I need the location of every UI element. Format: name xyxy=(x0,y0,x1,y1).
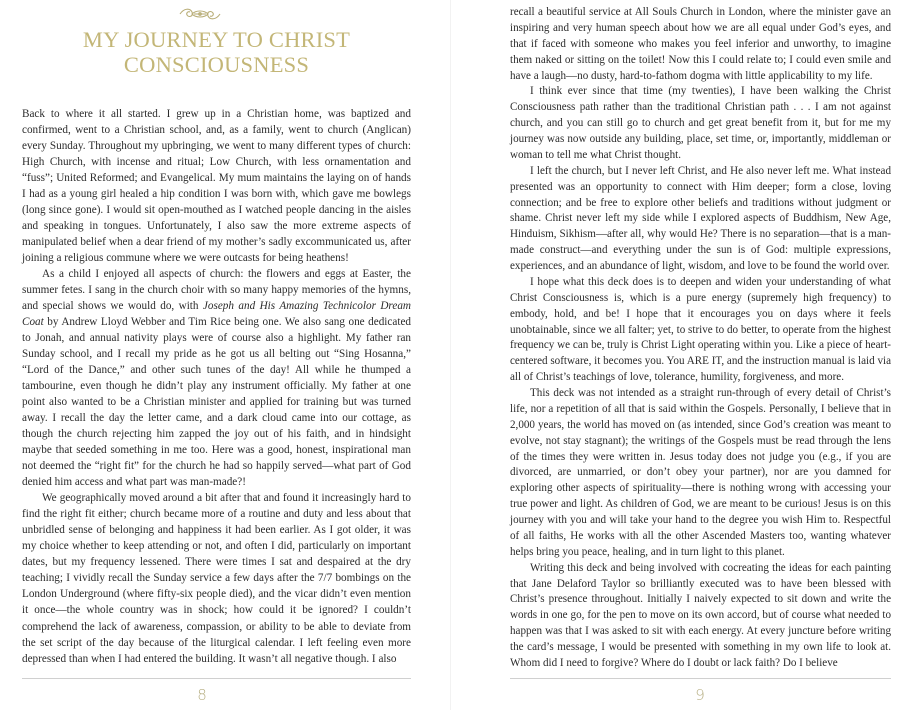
flourish-ornament-icon xyxy=(176,5,224,23)
paragraph xyxy=(22,266,411,490)
page-number: 9 xyxy=(695,686,705,704)
paragraph: I left the church, but I never left Christ, and He also never left me. What instead presented was an opportunity to connect with Him deeper; form a close, loving connection; and be free to explore other beliefs and traditions without judgment or shame. Christ never left my side while I explored aspects of Buddhism, New Age, Hinduism, Sikhism—after all, why would He? There is no separation—that is a man-made construct—and everything under the sun is of God: multiple expressions, experiences, and an abundance of light, wisdom, and love to be found the world over. xyxy=(510,164,891,272)
footer-rule xyxy=(510,678,891,679)
show-title-italic: Joseph and His Amazing Technicolor Dream Coat xyxy=(22,300,411,329)
right-body-text xyxy=(510,5,891,672)
paragraph-text: by Andrew Lloyd Webber and Tim Rice being one. We also sang one dedicated to Jonah, and annual nativity plays were of course also a highlight. My father ran Sunday school, and I recall my pride as he got us all belting out “Sing Hosanna,” “Lord of the Dance,” and other such tunes of the day! All while he thumped a tambourine, even though he didn’t play any instrument officially. My father at one point also wanted to be a Christian minister and applied for training but was turned away. I recall the day the letter came, and a dark cloud came into our cottage, as though the church rejecting him zapped the joy out of his faith, and in hindsight maybe that seeded something in me too. Here was a good, honest, inspirational man not deemed the “right fit” for the church he had so happily served—what part of God denied him access and what part was man-made?! xyxy=(22,316,411,489)
right-page xyxy=(451,0,902,710)
page-number: 8 xyxy=(197,686,207,704)
paragraph: Back to where it all started. I grew up in a Christian home, was baptized and confirmed, went to a Christian school, and, as a family, went to church (Anglican) every Sunday. Throughout my upbringing, we went to many different types of church: High Church, with incense and ritual; Low Church, with less ornamentation and “fuss”; United Reformed; and Evangelical. My mum maintains the laying on of hands I had as a young girl healed a hip condition I was born with, which gave me bowlegs (long since gone). I would sit open-mouthed as I watched people dancing in the aisles and speaking in tongues. Unfortunately, I also saw the more extreme aspects of manipulated belief when a dear friend of my mother’s sadly excommunicated us, after joining a religious commune where we were outcasts for being heathens! xyxy=(22,108,411,265)
paragraph: I think ever since that time (my twenties), I have been walking the Christ Consciousness path rather than the traditional Christian path . . . I am not against church, and you can still go to church and get great benefit from it, but for me my journey was now outside any building, place, set time, or, importantly, middleman or woman to tell me what Christ thought. xyxy=(510,85,891,161)
paragraph-text: As a child I enjoyed all aspects of church: the flowers and eggs at Easter, the summer fetes. I sang in the church choir with so many happy memories of the hymns, and special shows we would do, with xyxy=(22,268,411,313)
paragraph: Writing this deck and being involved with cocreating the ideas for each painting that Jane Delaford Taylor so brilliantly executed was to have been blessed with Christ’s presence throughout. Initially I naively expected to sit down and write the words in one go, for the pen to move on its own accord, but of course what needed to happen was that I was asked to sit with each energy. At every juncture before writing the card’s message, I would be presented with something in my own life to look at. Whom did I need to forgive? Where do I doubt or lack faith? Do I believe xyxy=(510,561,891,669)
paragraph: This deck was not intended as a straight run-through of every detail of Christ’s life, nor a repetition of all that is said within the Gospels. Personally, I believe that in 2,000 years, the world has moved on (as intended, since God’s creation was meant to evolve, not stay stagnant); the writings of the Gospels must be read through the lens of the times they were written in. Jesus today does not judge you (e.g., if you are divorced, are unmarried, or don’t obey your partner), nor are you damned for exploring other aspects of spirituality—there is nothing wrong with accessing your true power and light. As children of God, we are meant to be curious! Jesus is on this journey with you and will take your hand to the degree you wish Him to. Respectful of all faiths, He works with all the other Ascended Masters too, wanting whatever helps bring you peace, healing, and in turn light to this planet. xyxy=(510,387,891,558)
paragraph: I hope what this deck does is to deepen and widen your understanding of what Christ Consciousness is, which is a pure energy (supremely high frequency) to embody, hold, and be! I hope that it encourages you on days where it feels unobtainable, since we all falter; yet, to strive to do better, to operate from the highest frequency we can be, truly is Christ Light operating within you. Like a piece of heart-centered software, it becomes you. You ARE IT, and the instruction manual is laid via all of Christ’s teachings of love, tolerance, humility, forgiveness, and more. xyxy=(510,275,891,384)
left-body-text xyxy=(22,106,411,667)
chapter-title: MY JOURNEY TO CHRIST CONSCIOUSNESS xyxy=(82,27,351,77)
footer-rule xyxy=(22,678,411,679)
paragraph: We geographically moved around a bit after that and found it increasingly hard to find the right fit either; church became more of a routine and duty and less about that unbridled sense of belonging and happiness it had been earlier. As I got older, it was my choice whether to keep attending or not, and often I did, particularly on important dates, but my frequency lessened. There were times I sat and despaired at the dry teaching; I vividly recall the Sunday service a few days after the 7/7 bombings on the London Underground (where fifty-six people died), and the vicar didn’t even mention it once—the whole country was in shock; how could it be ignored? I couldn’t comprehend the lack of awareness, compassion, or ability to be able to deviate from the set script of the day because of the liturgical calendar. I left feeling even more depressed than when I had entered the building. It wasn’t all negative though. I also xyxy=(22,492,411,665)
paragraph: recall a beautiful service at All Souls Church in London, where the minister gave an inspiring and very human speech about how we are all equal under God’s eyes, and that if faced with someone who makes you feel inferior and unworthy, to imagine them naked or sitting on the toilet! Now this I could relate to; I could even smile and have a laugh—no dusty, hard-to-fathom dogma with little applicability to my life. xyxy=(510,6,891,82)
